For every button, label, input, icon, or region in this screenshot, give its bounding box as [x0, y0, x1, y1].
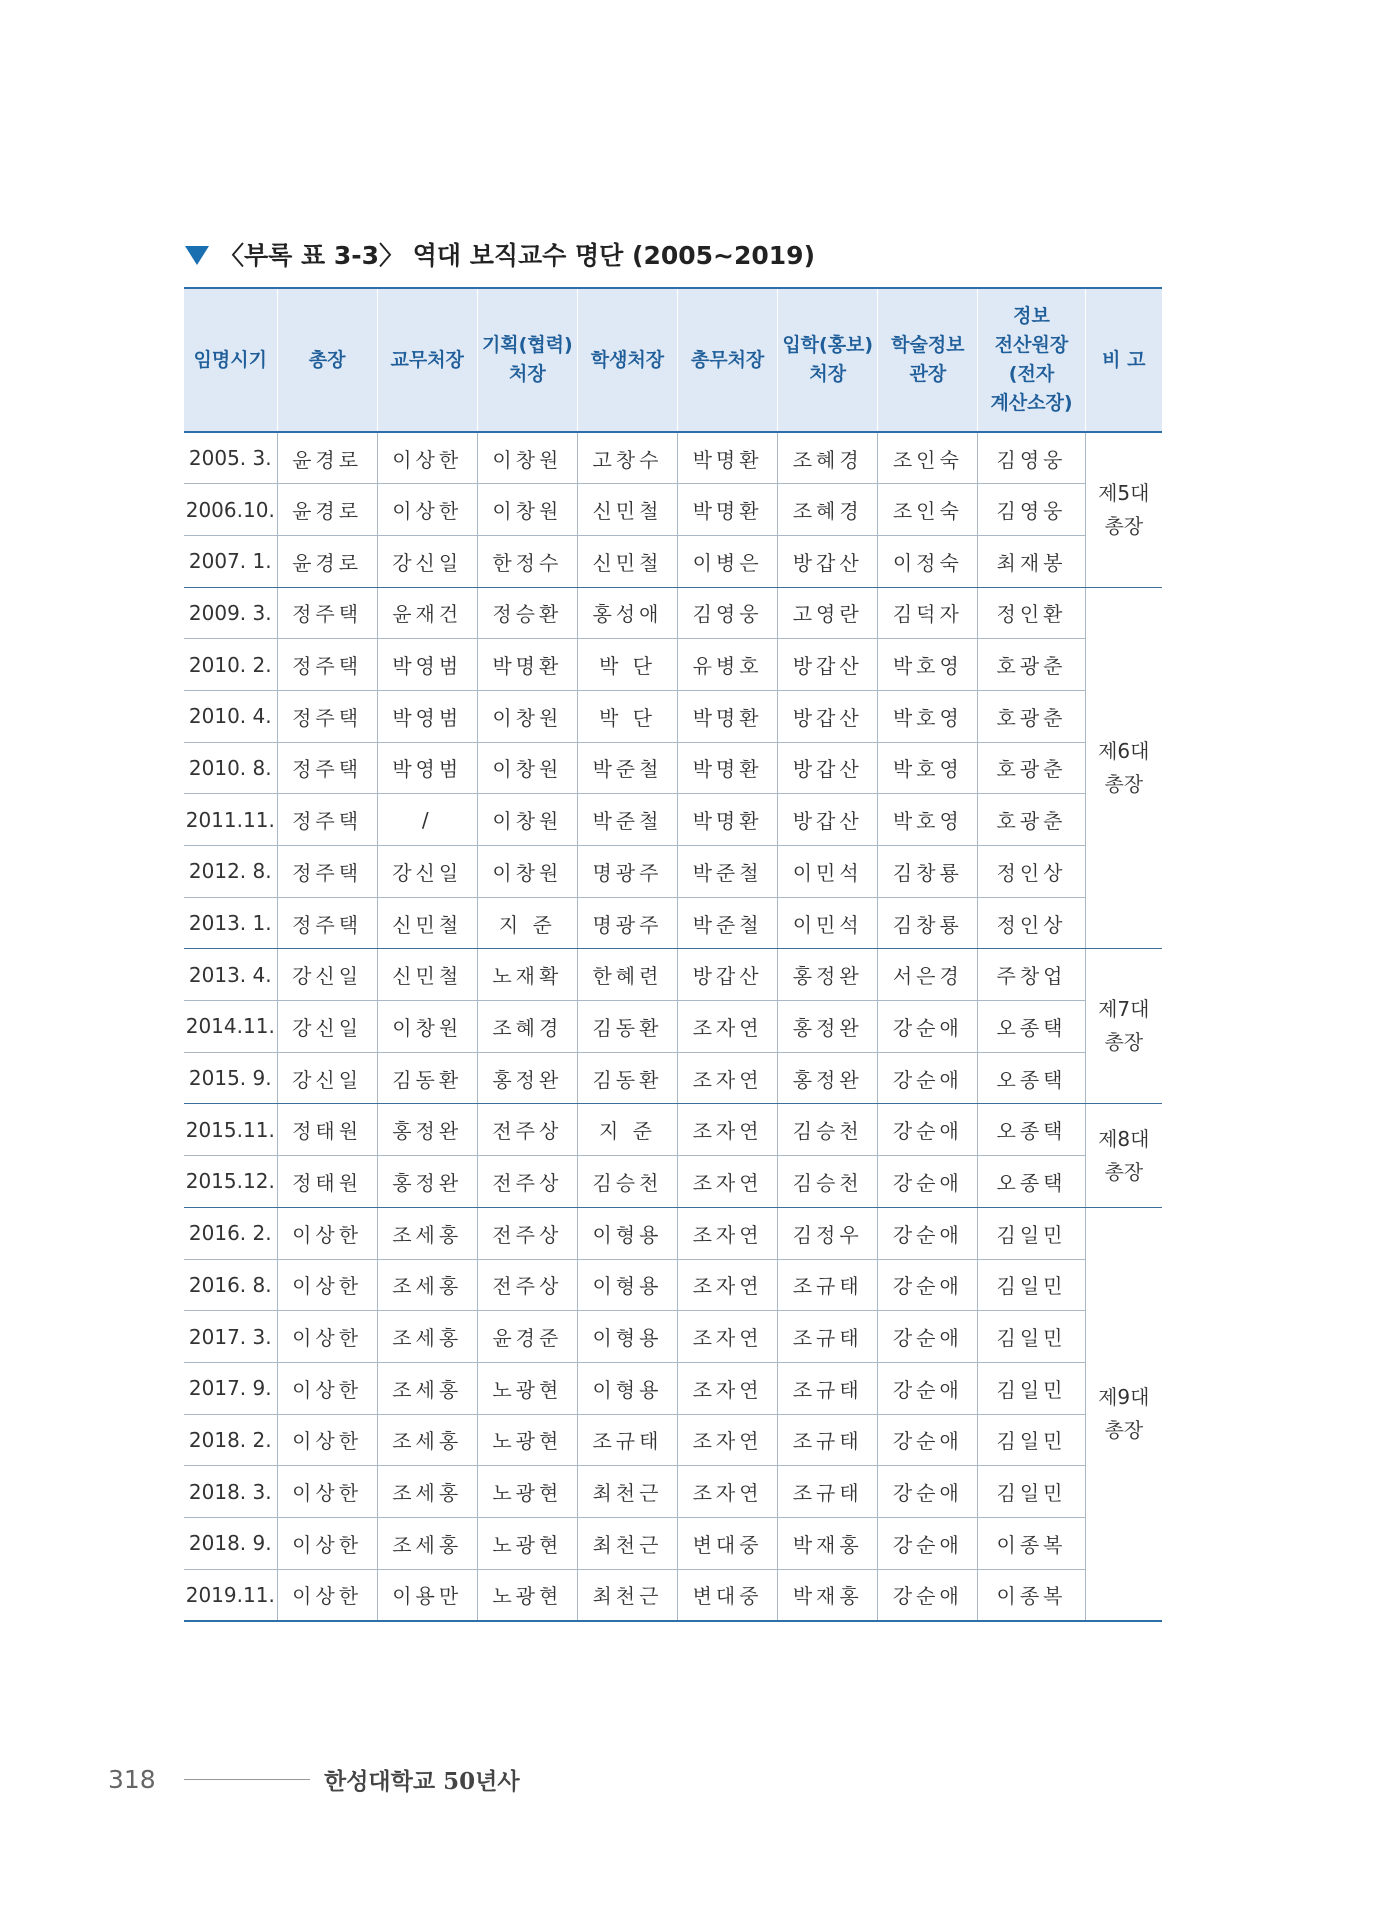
- name-cell: 최천근: [577, 1517, 677, 1569]
- appointment-date-cell: 2014.11.: [184, 1001, 277, 1053]
- name-cell: 방갑산: [778, 742, 878, 794]
- name-cell: 방갑산: [778, 794, 878, 846]
- name-cell: 조혜경: [477, 1001, 577, 1053]
- name-cell: 박명환: [477, 639, 577, 691]
- name-cell: 박명환: [678, 484, 778, 536]
- appointment-date-cell: 2009. 3.: [184, 587, 277, 639]
- name-cell: 지 준: [477, 897, 577, 949]
- name-cell: 전주상: [477, 1207, 577, 1259]
- appointment-date-cell: 2011.11.: [184, 794, 277, 846]
- column-header-line: 총장: [308, 348, 346, 371]
- name-cell: 정주택: [277, 639, 377, 691]
- caption-text: 〈부록 표 3-3〉 역대 보직교수 명단 (2005~2019): [219, 241, 815, 270]
- name-cell: 김동환: [577, 1001, 677, 1053]
- table-row: [184, 949, 1162, 1001]
- table-row: [184, 1207, 1162, 1259]
- name-cell: 이상한: [377, 484, 477, 536]
- name-cell: 조혜경: [778, 432, 878, 484]
- column-header-line: 정보: [1013, 305, 1050, 327]
- appointment-date-cell: 2010. 2.: [184, 639, 277, 691]
- name-cell: 정주택: [277, 690, 377, 742]
- note-line: 총장: [1104, 1417, 1144, 1442]
- name-cell: 오종택: [978, 1052, 1085, 1104]
- table-row: [184, 1569, 1162, 1621]
- column-header-line: 교무처장: [390, 348, 464, 371]
- name-cell: 조인숙: [878, 484, 978, 536]
- table-row: [184, 639, 1162, 691]
- name-cell: 김정우: [778, 1207, 878, 1259]
- name-cell: 정주택: [277, 846, 377, 898]
- name-cell: 호광춘: [978, 639, 1085, 691]
- name-cell: 박명환: [678, 742, 778, 794]
- appointment-date-cell: 2006.10.: [184, 484, 277, 536]
- name-cell: 박영범: [377, 639, 477, 691]
- appointment-date-cell: 2016. 8.: [184, 1259, 277, 1311]
- name-cell: 김승천: [778, 1156, 878, 1208]
- name-cell: 김일민: [978, 1259, 1085, 1311]
- name-cell: 노광현: [477, 1517, 577, 1569]
- name-cell: 홍정완: [477, 1052, 577, 1104]
- name-cell: 이창원: [477, 690, 577, 742]
- column-header: [277, 288, 377, 432]
- name-cell: 전주상: [477, 1104, 577, 1156]
- name-cell: 신민철: [577, 484, 677, 536]
- name-cell: 박명환: [678, 690, 778, 742]
- column-header-line: 관장: [909, 363, 947, 385]
- name-cell: 박호영: [878, 742, 978, 794]
- name-cell: 최천근: [577, 1569, 677, 1621]
- name-cell: 변대중: [678, 1517, 778, 1569]
- name-cell: 조세홍: [377, 1414, 477, 1466]
- name-cell: 명광주: [577, 846, 677, 898]
- name-cell: 정주택: [277, 587, 377, 639]
- appointment-date-cell: 2018. 9.: [184, 1517, 277, 1569]
- column-header-line: 처장: [508, 363, 546, 385]
- name-cell: 정태원: [277, 1104, 377, 1156]
- table-body: [184, 432, 1162, 1621]
- name-cell: 고창수: [577, 432, 677, 484]
- column-header-line: 입학(홍보): [782, 334, 874, 356]
- column-header: [577, 288, 677, 432]
- table-row: [184, 432, 1162, 484]
- name-cell: 박준철: [577, 794, 677, 846]
- column-header: [978, 288, 1085, 432]
- name-cell: 김동환: [377, 1052, 477, 1104]
- name-cell: 박호영: [878, 690, 978, 742]
- table-row: [184, 587, 1162, 639]
- appointment-date-cell: 2019.11.: [184, 1569, 277, 1621]
- name-cell: 박명환: [678, 794, 778, 846]
- appointment-date-cell: 2013. 1.: [184, 897, 277, 949]
- table-row: [184, 1259, 1162, 1311]
- name-cell: 조세홍: [377, 1362, 477, 1414]
- name-cell: 조자연: [678, 1052, 778, 1104]
- appointment-date-cell: 2015.12.: [184, 1156, 277, 1208]
- name-cell: 김동환: [577, 1052, 677, 1104]
- note-line: 제7대: [1098, 997, 1150, 1022]
- name-cell: 김영웅: [678, 587, 778, 639]
- page-number: 318: [108, 1765, 156, 1794]
- name-cell: 이상한: [277, 1311, 377, 1363]
- name-cell: 김승천: [577, 1156, 677, 1208]
- name-cell: 이병은: [678, 535, 778, 587]
- column-header: [678, 288, 778, 432]
- table-row: [184, 794, 1162, 846]
- column-header-line: 기획(협력): [481, 334, 573, 356]
- name-cell: 박호영: [878, 639, 978, 691]
- name-cell: 조세홍: [377, 1207, 477, 1259]
- name-cell: 김일민: [978, 1466, 1085, 1518]
- column-header: [377, 288, 477, 432]
- name-cell: 호광춘: [978, 742, 1085, 794]
- name-cell: 박명환: [678, 432, 778, 484]
- header-row: [184, 288, 1162, 432]
- name-cell: 이민석: [778, 897, 878, 949]
- name-cell: 전주상: [477, 1259, 577, 1311]
- appointment-table: [184, 287, 1162, 1622]
- presidency-note-cell: [1085, 587, 1162, 949]
- name-cell: 김창룡: [878, 846, 978, 898]
- name-cell: 김일민: [978, 1362, 1085, 1414]
- name-cell: 조인숙: [878, 432, 978, 484]
- name-cell: 명광주: [577, 897, 677, 949]
- column-header-line: 계산소장): [990, 392, 1073, 414]
- column-header-line: 학생처장: [590, 348, 665, 371]
- name-cell: 신민철: [377, 949, 477, 1001]
- name-cell: 호광춘: [978, 690, 1085, 742]
- name-cell: 박준철: [577, 742, 677, 794]
- name-cell: 이종복: [978, 1569, 1085, 1621]
- name-cell: 조자연: [678, 1362, 778, 1414]
- column-header-line: 전산원장: [994, 334, 1069, 356]
- name-cell: 이상한: [377, 432, 477, 484]
- name-cell: 조규태: [577, 1414, 677, 1466]
- name-cell: 강신일: [277, 1001, 377, 1053]
- name-cell: 홍정완: [778, 949, 878, 1001]
- name-cell: 김일민: [978, 1311, 1085, 1363]
- name-cell: 윤경로: [277, 535, 377, 587]
- note-line: 총장: [1104, 771, 1144, 796]
- table-row: [184, 1104, 1162, 1156]
- appointment-date-cell: 2012. 8.: [184, 846, 277, 898]
- presidency-note-cell: [1085, 1104, 1162, 1207]
- name-cell: 조자연: [678, 1414, 778, 1466]
- name-cell: 이창원: [377, 1001, 477, 1053]
- name-cell: 방갑산: [778, 690, 878, 742]
- name-cell: 이창원: [477, 846, 577, 898]
- name-cell: 최천근: [577, 1466, 677, 1518]
- name-cell: 조세홍: [377, 1259, 477, 1311]
- name-cell: 이상한: [277, 1259, 377, 1311]
- name-cell: 조세홍: [377, 1311, 477, 1363]
- name-cell: 한정수: [477, 535, 577, 587]
- table-row: [184, 484, 1162, 536]
- name-cell: 정인환: [978, 587, 1085, 639]
- table-header: [184, 288, 1162, 432]
- appointment-date-cell: 2015.11.: [184, 1104, 277, 1156]
- name-cell: 정주택: [277, 897, 377, 949]
- name-cell: 이민석: [778, 846, 878, 898]
- table-row: [184, 690, 1162, 742]
- appointment-date-cell: 2005. 3.: [184, 432, 277, 484]
- appointment-date-cell: 2017. 3.: [184, 1311, 277, 1363]
- presidency-note-cell: [1085, 1207, 1162, 1621]
- triangle-marker-icon: [185, 246, 209, 265]
- name-cell: 신민철: [377, 897, 477, 949]
- presidency-note-cell: [1085, 949, 1162, 1104]
- name-cell: 김승천: [778, 1104, 878, 1156]
- name-cell: 방갑산: [678, 949, 778, 1001]
- name-cell: 조자연: [678, 1001, 778, 1053]
- name-cell: 강순애: [878, 1362, 978, 1414]
- name-cell: 조자연: [678, 1311, 778, 1363]
- name-cell: 이창원: [477, 794, 577, 846]
- name-cell: 이형용: [577, 1362, 677, 1414]
- table-row: [184, 1466, 1162, 1518]
- name-cell: 박 단: [577, 639, 677, 691]
- name-cell: 고영란: [778, 587, 878, 639]
- name-cell: 노광현: [477, 1569, 577, 1621]
- name-cell: 박준철: [678, 897, 778, 949]
- column-header-line: 처장: [809, 363, 847, 385]
- name-cell: 윤경로: [277, 484, 377, 536]
- name-cell: 변대중: [678, 1569, 778, 1621]
- name-cell: 강순애: [878, 1052, 978, 1104]
- name-cell: 강신일: [377, 535, 477, 587]
- name-cell: 호광춘: [978, 794, 1085, 846]
- table-row: [184, 846, 1162, 898]
- appointment-date-cell: 2017. 9.: [184, 1362, 277, 1414]
- name-cell: 김영웅: [978, 484, 1085, 536]
- name-cell: 노광현: [477, 1414, 577, 1466]
- note-line: 제8대: [1098, 1126, 1150, 1151]
- column-header-line: (전자: [1008, 363, 1055, 385]
- name-cell: 강신일: [277, 1052, 377, 1104]
- name-cell: 윤경로: [277, 432, 377, 484]
- name-cell: 박호영: [878, 794, 978, 846]
- name-cell: 정인상: [978, 846, 1085, 898]
- name-cell: 홍성애: [577, 587, 677, 639]
- column-header: [477, 288, 577, 432]
- column-header: [184, 288, 277, 432]
- name-cell: 강순애: [878, 1311, 978, 1363]
- name-cell: 이상한: [277, 1207, 377, 1259]
- appointment-date-cell: 2016. 2.: [184, 1207, 277, 1259]
- name-cell: 이상한: [277, 1362, 377, 1414]
- name-cell: 조자연: [678, 1104, 778, 1156]
- name-cell: 조규태: [778, 1414, 878, 1466]
- note-line: 총장: [1104, 1159, 1144, 1184]
- table-row: [184, 1517, 1162, 1569]
- appointment-date-cell: 2013. 4.: [184, 949, 277, 1001]
- name-cell: 조자연: [678, 1259, 778, 1311]
- table-row: [184, 535, 1162, 587]
- name-cell: 노광현: [477, 1362, 577, 1414]
- note-line: 제9대: [1098, 1384, 1150, 1409]
- name-cell: 오종택: [978, 1156, 1085, 1208]
- name-cell: 조자연: [678, 1156, 778, 1208]
- name-cell: 이용만: [377, 1569, 477, 1621]
- name-cell: 이상한: [277, 1414, 377, 1466]
- name-cell: 이상한: [277, 1569, 377, 1621]
- table-row: [184, 1414, 1162, 1466]
- name-cell: 박재홍: [778, 1517, 878, 1569]
- name-cell: 조규태: [778, 1259, 878, 1311]
- name-cell: 이형용: [577, 1259, 677, 1311]
- name-cell: 최재봉: [978, 535, 1085, 587]
- name-cell: 조규태: [778, 1466, 878, 1518]
- name-cell: 박영범: [377, 690, 477, 742]
- table-row: [184, 897, 1162, 949]
- name-cell: 조혜경: [778, 484, 878, 536]
- column-header-line: 임명시기: [193, 348, 267, 371]
- note-line: 총장: [1104, 1030, 1144, 1055]
- name-cell: 김일민: [978, 1207, 1085, 1259]
- name-cell: 강순애: [878, 1104, 978, 1156]
- name-cell: 오종택: [978, 1001, 1085, 1053]
- name-cell: 강순애: [878, 1466, 978, 1518]
- name-cell: 정주택: [277, 742, 377, 794]
- name-cell: 이종복: [978, 1517, 1085, 1569]
- name-cell: 이형용: [577, 1207, 677, 1259]
- name-cell: 김일민: [978, 1414, 1085, 1466]
- name-cell: 서은경: [878, 949, 978, 1001]
- name-cell: 김덕자: [878, 587, 978, 639]
- note-line: 제6대: [1098, 738, 1150, 763]
- name-cell: 전주상: [477, 1156, 577, 1208]
- name-cell: 강순애: [878, 1001, 978, 1053]
- name-cell: 정주택: [277, 794, 377, 846]
- name-cell: 박영범: [377, 742, 477, 794]
- name-cell: 정태원: [277, 1156, 377, 1208]
- name-cell: 오종택: [978, 1104, 1085, 1156]
- name-cell: 지 준: [577, 1104, 677, 1156]
- name-cell: 홍정완: [778, 1052, 878, 1104]
- name-cell: 방갑산: [778, 639, 878, 691]
- name-cell: 강순애: [878, 1569, 978, 1621]
- name-cell: 강순애: [878, 1259, 978, 1311]
- column-header: [878, 288, 978, 432]
- name-cell: 정승환: [477, 587, 577, 639]
- name-cell: 노재확: [477, 949, 577, 1001]
- name-cell: 홍정완: [377, 1104, 477, 1156]
- book-title: 한성대학교 50년사: [324, 1768, 520, 1795]
- column-header-line: 학술정보: [891, 334, 965, 356]
- name-cell: 홍정완: [778, 1001, 878, 1053]
- column-header-line: 비 고: [1102, 348, 1146, 371]
- name-cell: 이창원: [477, 432, 577, 484]
- appointment-date-cell: 2015. 9.: [184, 1052, 277, 1104]
- name-cell: 정인상: [978, 897, 1085, 949]
- name-cell: 강신일: [377, 846, 477, 898]
- name-cell: 윤경준: [477, 1311, 577, 1363]
- name-cell: 강순애: [878, 1414, 978, 1466]
- name-cell: 이상한: [277, 1517, 377, 1569]
- name-cell: 이창원: [477, 742, 577, 794]
- column-header: [1085, 288, 1162, 432]
- name-cell: 박 단: [577, 690, 677, 742]
- table-row: [184, 1052, 1162, 1104]
- appointment-date-cell: 2018. 3.: [184, 1466, 277, 1518]
- name-cell: 강신일: [277, 949, 377, 1001]
- name-cell: 윤재건: [377, 587, 477, 639]
- appointment-date-cell: 2010. 4.: [184, 690, 277, 742]
- name-cell: 조자연: [678, 1207, 778, 1259]
- appointment-date-cell: 2007. 1.: [184, 535, 277, 587]
- appointment-date-cell: 2010. 8.: [184, 742, 277, 794]
- column-header-line: 총무처장: [690, 348, 765, 371]
- name-cell: 조세홍: [377, 1517, 477, 1569]
- table-row: [184, 742, 1162, 794]
- footer-rule: [184, 1779, 310, 1780]
- name-cell: 김창룡: [878, 897, 978, 949]
- appointment-date-cell: 2018. 2.: [184, 1414, 277, 1466]
- presidency-note-cell: [1085, 432, 1162, 587]
- name-cell: 한혜련: [577, 949, 677, 1001]
- name-cell: 이형용: [577, 1311, 677, 1363]
- name-cell: /: [377, 794, 477, 846]
- table-row: [184, 1156, 1162, 1208]
- name-cell: 방갑산: [778, 535, 878, 587]
- name-cell: 강순애: [878, 1517, 978, 1569]
- name-cell: 강순애: [878, 1207, 978, 1259]
- table-row: [184, 1311, 1162, 1363]
- table-row: [184, 1001, 1162, 1053]
- table-caption: [185, 236, 815, 272]
- name-cell: 박준철: [678, 846, 778, 898]
- name-cell: 이정숙: [878, 535, 978, 587]
- table-row: [184, 1362, 1162, 1414]
- page-footer: [108, 1763, 520, 1796]
- name-cell: 조자연: [678, 1466, 778, 1518]
- name-cell: 강순애: [878, 1156, 978, 1208]
- name-cell: 조세홍: [377, 1466, 477, 1518]
- name-cell: 박재홍: [778, 1569, 878, 1621]
- name-cell: 조규태: [778, 1362, 878, 1414]
- name-cell: 신민철: [577, 535, 677, 587]
- name-cell: 조규태: [778, 1311, 878, 1363]
- name-cell: 김영웅: [978, 432, 1085, 484]
- name-cell: 유병호: [678, 639, 778, 691]
- name-cell: 노광현: [477, 1466, 577, 1518]
- name-cell: 홍정완: [377, 1156, 477, 1208]
- column-header: [778, 288, 878, 432]
- note-line: 총장: [1104, 513, 1144, 538]
- note-line: 제5대: [1098, 480, 1150, 505]
- name-cell: 주창업: [978, 949, 1085, 1001]
- name-cell: 이창원: [477, 484, 577, 536]
- name-cell: 이상한: [277, 1466, 377, 1518]
